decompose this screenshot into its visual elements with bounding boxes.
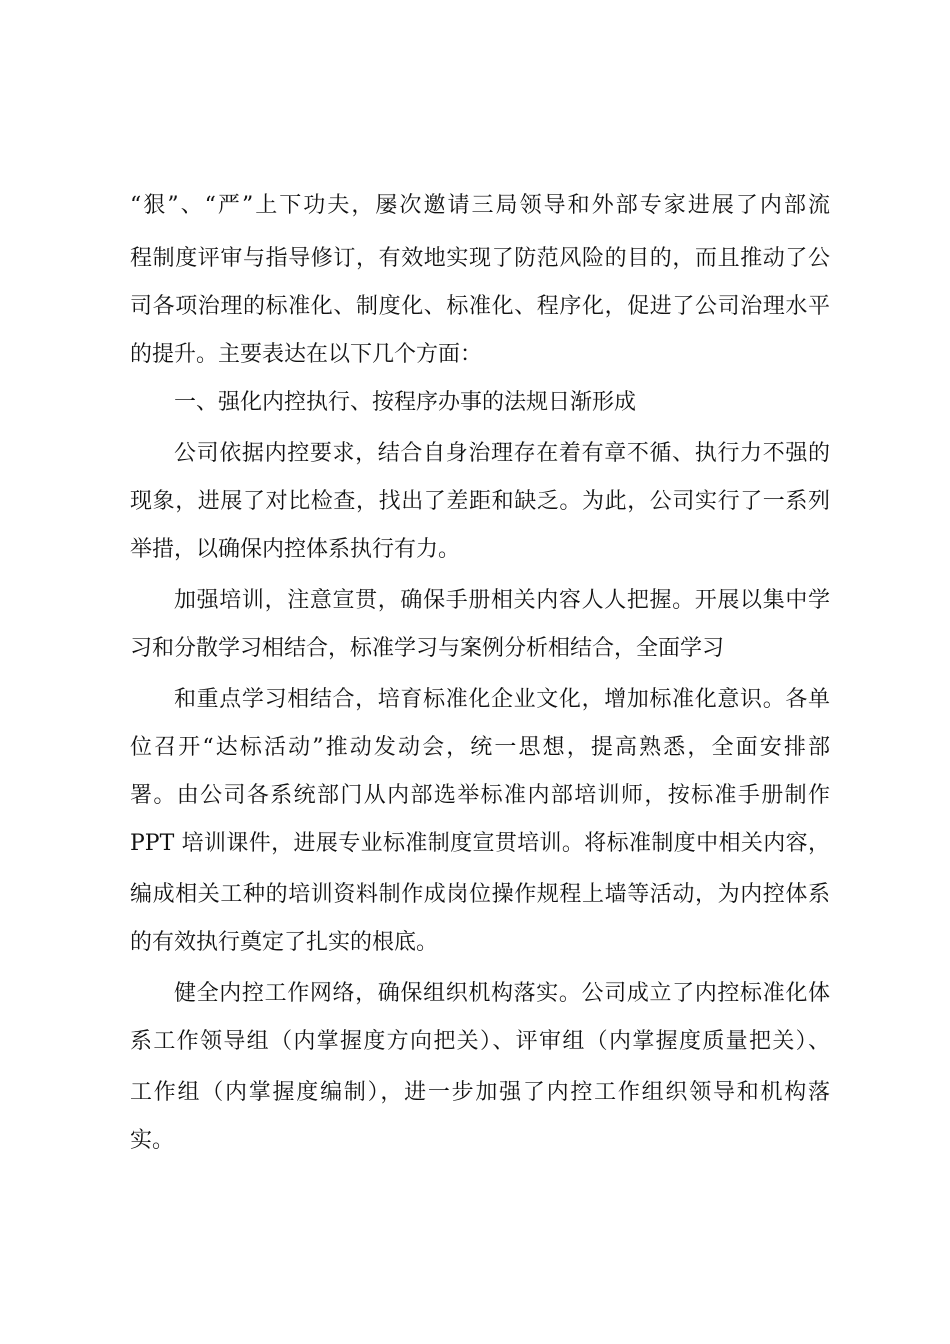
text-line: PPT 培训课件，进展专业标准制度宣贯培训。将标准制度中相关内容， (130, 831, 830, 856)
text-line: 工作组（内掌握度编制），进一步加强了内控工作组织领导和机构落 (130, 1080, 830, 1105)
text-line: 实。 (130, 1128, 175, 1153)
text-line: 公司依据内控要求，结合自身治理存在着有章不循、执行力不强的 (174, 441, 830, 466)
text-line: 习和分散学习相结合，标准学习与案例分析相结合，全面学习 (130, 636, 725, 661)
text-line: 编成相关工种的培训资料制作成岗位操作规程上墙等活动，为内控体系 (130, 882, 830, 907)
text-line: 现象，进展了对比检查，找出了差距和缺乏。为此，公司实行了一系列 (130, 489, 830, 514)
text-line: 程制度评审与指导修订，有效地实现了防范风险的目的，而且推动了公 (130, 246, 830, 271)
text-line: 健全内控工作网络，确保组织机构落实。公司成立了内控标准化体 (174, 981, 830, 1006)
text-line: 位召开“达标活动”推动发动会，统一思想，提高熟悉，全面安排部 (130, 735, 830, 760)
text-line: 系工作领导组（内掌握度方向把关）、评审组（内掌握度质量把关）、 (130, 1029, 830, 1054)
text-line: 加强培训，注意宣贯，确保手册相关内容人人把握。开展以集中学 (174, 588, 830, 613)
text-line: 署。由公司各系统部门从内部选举标准内部培训师，按标准手册制作 (130, 783, 830, 808)
text-line: 的有效执行奠定了扎实的根底。 (130, 930, 439, 955)
text-line: 的提升。主要表达在以下几个方面： (130, 342, 483, 367)
text-line: 司各项治理的标准化、制度化、标准化、程序化，促进了公司治理水平 (130, 294, 830, 319)
text-line: “狠”、“严”上下功夫，屡次邀请三局领导和外部专家进展了内部流 (130, 193, 830, 218)
text-line: 举措，以确保内控体系执行有力。 (130, 537, 461, 562)
text-line: 和重点学习相结合，培育标准化企业文化，增加标准化意识。各单 (174, 687, 830, 712)
section-heading: 一、强化内控执行、按程序办事的法规日渐形成 (174, 390, 637, 415)
